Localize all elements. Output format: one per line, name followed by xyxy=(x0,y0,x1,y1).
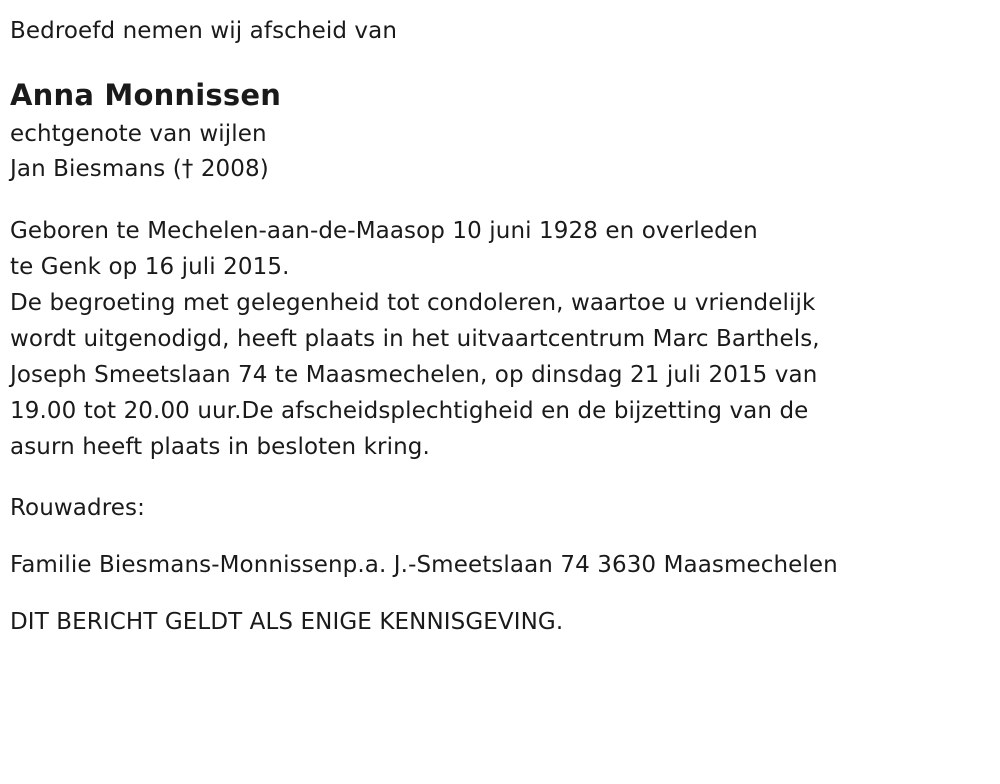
spacer-after-address-label xyxy=(10,526,980,548)
mourning-address-label: Rouwadres: xyxy=(10,495,145,521)
birth-death-block xyxy=(10,213,980,285)
birth-death-line-1: Geboren te Mechelen-aan-de-Maasop 10 juni 1928 en overleden xyxy=(10,218,758,244)
relation-line-2: Jan Biesmans († 2008) xyxy=(10,156,269,182)
spacer-after-relation xyxy=(10,187,980,213)
relation-line-1: echtgenote van wijlen xyxy=(10,121,267,147)
ceremony-line-5: asurn heeft plaats in besloten kring. xyxy=(10,434,430,460)
ceremony-line-2: wordt uitgenodigd, heeft plaats in het uitvaartcentrum Marc Barthels, xyxy=(10,326,820,352)
intro-line: Bedroefd nemen wij afscheid van xyxy=(10,18,398,44)
ceremony-block xyxy=(10,285,980,465)
ceremony-line-1: De begroeting met gelegenheid tot condoleren, waartoe u vriendelijk xyxy=(10,290,816,316)
footer-notice: DIT BERICHT GELDT ALS ENIGE KENNISGEVING. xyxy=(10,609,564,635)
spacer-before-footer xyxy=(10,583,980,605)
deceased-name: Anna Monnissen xyxy=(10,78,282,112)
ceremony-line-4: 19.00 tot 20.00 uur.De afscheidsplechtigheid en de bijzetting van de xyxy=(10,398,809,424)
ceremony-line-3: Joseph Smeetslaan 74 te Maasmechelen, op dinsdag 21 juli 2015 van xyxy=(10,362,818,388)
spacer-before-address xyxy=(10,465,980,491)
relation-block xyxy=(10,117,980,187)
mourning-address: Familie Biesmans-Monnissenp.a. J.-Smeetslaan 74 3630 Maasmechelen xyxy=(10,552,838,578)
birth-death-line-2: te Genk op 16 juli 2015. xyxy=(10,254,290,280)
